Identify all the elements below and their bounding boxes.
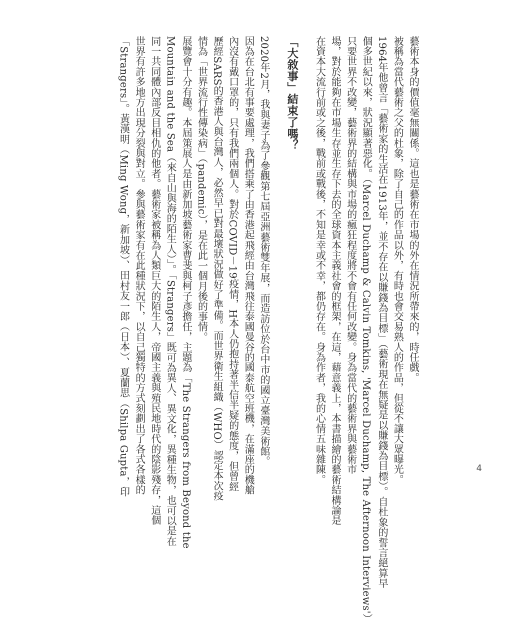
page-number: 4: [476, 464, 482, 474]
text-line: Mountain and the Sea（來自山與海的陌生人）」。「Strangers」既可為異人、異文化，異種生物，也可以是在: [164, 36, 176, 547]
text-line: 2020年2月，我與妻子為了參觀第七屆亞洲藝術雙年展，而造訪位於台中市的國立臺灣美術館。: [257, 36, 269, 467]
text-line: 場，對於能夠在市場生存並生存下去的全球資本主義社會的框架，在這，藉意義上，本書描繪的藝術結構論是: [329, 36, 341, 526]
text-line: 藝術本身的價值毫無關係。這也是藝術在市場的外在情況所帶來的，時任戲。: [407, 36, 418, 383]
text-line: 世界有許多地方出現分裂與對立。參與藝術家有在此種狀況下，以自己獨特的方式刻劃出了各式各樣的: [133, 36, 145, 495]
text-line: 只要世界不改變，藝術界的結構與市場的瘋狂程度將不會有任何改變。身為當代的藝術界與藝術市: [344, 36, 356, 475]
text-line: 情為「世界流行性傳染病」（pandemic），是在此一個月後的事情。: [195, 36, 207, 343]
vertical-text-body: [115, 36, 420, 624]
text-line: 內沒有戴口罩的，只有我們兩個人。對於COVID－19疫情，H本人仍抱持著半信半疑的態度，但曾經: [226, 36, 238, 492]
text-line: 展覽會十分有趣。本屆策展人是由新加坡藝術家曹斐與柯子彥擔任，主題為「The Strangers from Beyond the: [179, 36, 191, 549]
section-heading: 「大敘事」結束了嗎？: [285, 36, 299, 151]
text-line: 歷經SARS的香港人與台灣人，必然早已對最壞狀況做好了準備。而世界衛生組織（WHO）認定本次疫: [211, 36, 223, 502]
text-line: 個多世紀以來，狀況顯著惡化。（Marcel Duchamp & Calvin Tomkins, 'Marcel Duchamp, The Afternoon Interviews'）: [360, 36, 372, 624]
text-line: 1964年他曾言「藝術家的生活在1913年，並不存在以賺錢為目標」（藝術現在無疑是以賺錢為目標）。自杜象的誓言絕算早: [375, 36, 387, 589]
text-line: 同一共同體內部反目相仇的他者。藝術家被稱為人類巨大的陌生人，帝國主義與殖民地時代的陰影殘存，這個: [148, 36, 160, 526]
text-line: 「Strangers」。黃漢明（Ming Wong，新加坡）、田村友一郎（日本）、夏蘭思（Shilpa Gupta，印: [117, 36, 129, 498]
text-line: 被稱為當代藝術之父的杜象，除了自己的作品以外，有時也會交易熟人的作品，但從不讓大眾曝光。: [391, 36, 403, 485]
text-line: 在資本大流行前或之後，戰前或戰後，不知是幸或不幸，都仍存在。身為作者，我的心情五味雜陳。: [313, 36, 325, 485]
text-line: 因為在台北有事要處理，我們搭乘了由香港起飛經由台灣飛往泰國曼谷的國泰航空班機，在滿座的機艙: [242, 36, 254, 495]
